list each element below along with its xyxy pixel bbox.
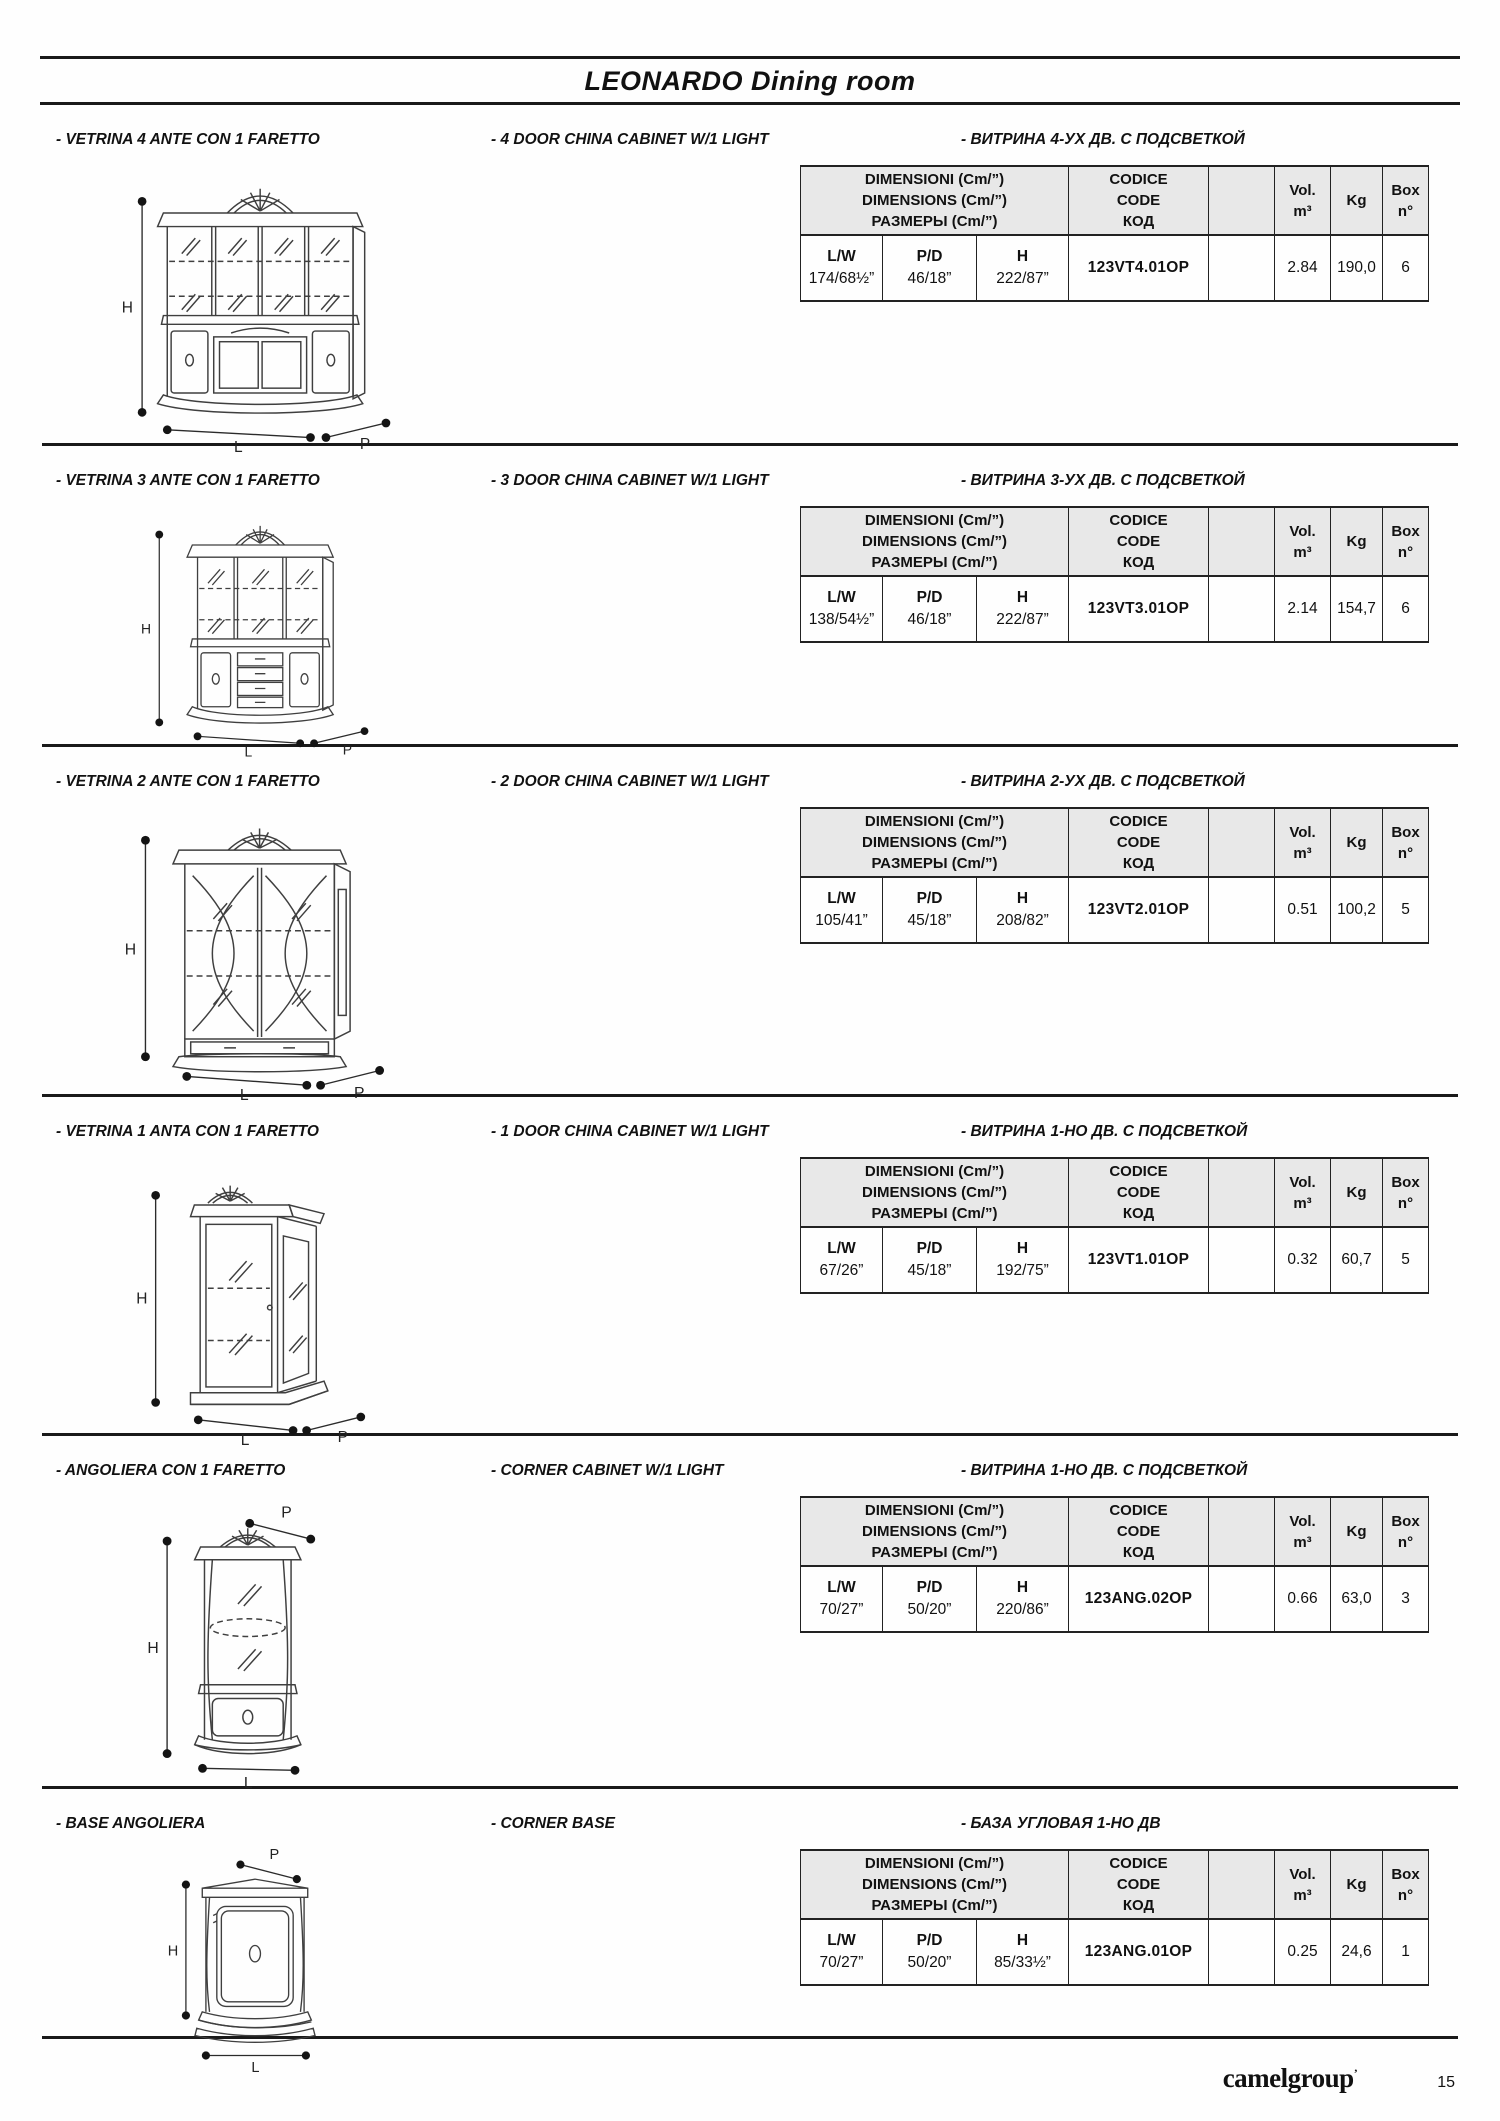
code-cell: 123ANG.01OP <box>1069 1919 1209 1985</box>
length-dim-label: L <box>239 1087 249 1104</box>
h-cell: H 222/87” <box>977 235 1069 301</box>
product-title-english: - 1 DOOR CHINA CABINET W/1 LIGHT <box>491 1123 769 1140</box>
product-title-italian: - VETRINA 4 ANTE CON 1 FARETTO <box>56 131 320 148</box>
empty-header <box>1209 1497 1275 1566</box>
product-title-italian: - VETRINA 3 ANTE CON 1 FARETTO <box>56 472 320 489</box>
box-header: Box n° <box>1383 1158 1429 1227</box>
corner-cabinet-illustration <box>102 1484 427 1793</box>
drawing-4-door-china-cabinet <box>42 149 487 457</box>
depth-dim-label: P <box>269 1847 279 1864</box>
empty-header <box>1209 166 1275 235</box>
spec-table-2-door <box>800 807 1429 944</box>
product-title-russian: - ВИТРИНА 1-НО ДВ. С ПОДСВЕТКОЙ <box>961 1123 1248 1140</box>
h-cell: H 192/75” <box>977 1227 1069 1293</box>
drawing-3-door-china-cabinet <box>42 490 487 760</box>
weight-cell: 63,0 <box>1331 1566 1383 1632</box>
pd-cell: P/D 45/18” <box>883 877 977 943</box>
spec-table-corner-base <box>800 1849 1429 1986</box>
weight-header: Kg <box>1331 166 1383 235</box>
product-title-english: - 4 DOOR CHINA CABINET W/1 LIGHT <box>491 131 769 148</box>
length-dim-label: L <box>240 1432 249 1449</box>
product-title-russian: - ВИТРИНА 2-УХ ДВ. С ПОДСВЕТКОЙ <box>961 773 1245 790</box>
drawing-1-door-china-cabinet <box>42 1141 487 1449</box>
weight-header: Kg <box>1331 1158 1383 1227</box>
length-dim-label: L <box>233 439 243 457</box>
product-title-english: - CORNER CABINET W/1 LIGHT <box>491 1462 724 1479</box>
product-title-english: - CORNER BASE <box>491 1815 616 1832</box>
box-header: Box n° <box>1383 1497 1429 1566</box>
depth-dim-label: P <box>359 436 370 454</box>
product-title-italian: - BASE ANGOLIERA <box>56 1815 206 1832</box>
lw-cell: L/W 67/26” <box>801 1227 883 1293</box>
height-dim-label: H <box>167 1943 178 1960</box>
volume-header: Vol. m³ <box>1275 1158 1331 1227</box>
drawing-corner-base <box>42 1833 487 2074</box>
code-cell: 123ANG.02OP <box>1069 1566 1209 1632</box>
dimensions-header: DIMENSIONI (Cm/”) DIMENSIONS (Cm/”) РАЗМЕРЫ (Cm/”) <box>801 1158 1069 1227</box>
empty-header <box>1209 1158 1275 1227</box>
volume-header: Vol. m³ <box>1275 1850 1331 1919</box>
product-section-vetrina-4-ante <box>42 105 1458 457</box>
dimensions-header: DIMENSIONI (Cm/”) DIMENSIONS (Cm/”) РАЗМЕРЫ (Cm/”) <box>801 166 1069 235</box>
code-cell: 123VT3.01OP <box>1069 576 1209 642</box>
h-cell: H 220/86” <box>977 1566 1069 1632</box>
product-titles <box>42 105 1458 149</box>
weight-cell: 60,7 <box>1331 1227 1383 1293</box>
cabinet-3-door-illustration <box>121 494 408 760</box>
product-title-english: - 3 DOOR CHINA CABINET W/1 LIGHT <box>491 472 769 489</box>
product-titles <box>42 1097 1458 1141</box>
box-header: Box n° <box>1383 166 1429 235</box>
empty-cell <box>1209 1919 1275 1985</box>
code-cell: 123VT1.01OP <box>1069 1227 1209 1293</box>
code-cell: 123VT2.01OP <box>1069 877 1209 943</box>
dimensions-header: DIMENSIONI (Cm/”) DIMENSIONS (Cm/”) РАЗМЕРЫ (Cm/”) <box>801 507 1069 576</box>
drawing-corner-cabinet <box>42 1480 487 1793</box>
lw-cell: L/W 70/27” <box>801 1919 883 1985</box>
box-header: Box n° <box>1383 1850 1429 1919</box>
dimensions-header: DIMENSIONI (Cm/”) DIMENSIONS (Cm/”) РАЗМЕРЫ (Cm/”) <box>801 1497 1069 1566</box>
page-title: LEONARDO Dining room <box>584 66 916 96</box>
length-dim-label: L <box>243 1775 253 1793</box>
pd-cell: P/D 46/18” <box>883 576 977 642</box>
product-section-vetrina-1-anta <box>42 1097 1458 1449</box>
code-header: CODICE CODE КОД <box>1069 1158 1209 1227</box>
product-section-angoliera <box>42 1436 1458 1793</box>
box-cell: 6 <box>1383 235 1429 301</box>
depth-dim-label: P <box>281 1504 292 1522</box>
product-section-base-angoliera <box>42 1789 1458 2076</box>
product-title-russian: - ВИТРИНА 1-НО ДВ. С ПОДСВЕТКОЙ <box>961 1462 1248 1479</box>
lw-cell: L/W 70/27” <box>801 1566 883 1632</box>
product-titles <box>42 1789 1458 1833</box>
depth-dim-label: P <box>342 741 353 758</box>
product-title-italian: - VETRINA 2 ANTE CON 1 FARETTO <box>56 773 320 790</box>
code-header: CODICE CODE КОД <box>1069 808 1209 877</box>
weight-header: Kg <box>1331 1497 1383 1566</box>
dimensions-header: DIMENSIONI (Cm/”) DIMENSIONS (Cm/”) РАЗМЕРЫ (Cm/”) <box>801 1850 1069 1919</box>
volume-header: Vol. m³ <box>1275 507 1331 576</box>
cabinet-2-door-illustration <box>102 795 427 1104</box>
weight-cell: 190,0 <box>1331 235 1383 301</box>
code-header: CODICE CODE КОД <box>1069 1497 1209 1566</box>
product-title-italian: - ANGOLIERA CON 1 FARETTO <box>56 1462 286 1479</box>
h-cell: H 85/33½” <box>977 1919 1069 1985</box>
weight-header: Kg <box>1331 808 1383 877</box>
product-title-russian: - БАЗА УГЛОВАЯ 1-НО ДВ <box>961 1815 1161 1832</box>
spec-table-3-door <box>800 506 1429 643</box>
lw-cell: L/W 174/68½” <box>801 235 883 301</box>
pd-cell: P/D 50/20” <box>883 1566 977 1632</box>
volume-cell: 2.14 <box>1275 576 1331 642</box>
length-dim-label: L <box>244 743 253 760</box>
pd-cell: P/D 46/18” <box>883 235 977 301</box>
depth-dim-label: P <box>337 1429 348 1447</box>
spec-table-corner-cabinet <box>800 1496 1429 1633</box>
weight-cell: 154,7 <box>1331 576 1383 642</box>
volume-cell: 0.51 <box>1275 877 1331 943</box>
h-cell: H 222/87” <box>977 576 1069 642</box>
code-header: CODICE CODE КОД <box>1069 1850 1209 1919</box>
code-header: CODICE CODE КОД <box>1069 166 1209 235</box>
page-number: 15 <box>1437 2074 1455 2091</box>
corner-base-illustration <box>115 1837 415 2074</box>
pd-cell: P/D 45/18” <box>883 1227 977 1293</box>
empty-header <box>1209 808 1275 877</box>
weight-cell: 100,2 <box>1331 877 1383 943</box>
cabinet-4-door-illustration <box>100 153 430 457</box>
height-dim-label: H <box>141 620 152 637</box>
box-cell: 5 <box>1383 1227 1429 1293</box>
h-cell: H 208/82” <box>977 877 1069 943</box>
spec-table-4-door <box>800 165 1429 302</box>
product-section-vetrina-3-ante <box>42 446 1458 760</box>
volume-header: Vol. m³ <box>1275 1497 1331 1566</box>
volume-cell: 0.66 <box>1275 1566 1331 1632</box>
empty-cell <box>1209 1227 1275 1293</box>
brand-trademark: ’ <box>1353 2066 1358 2080</box>
weight-header: Kg <box>1331 507 1383 576</box>
depth-dim-label: P <box>354 1085 365 1103</box>
height-dim-label: H <box>124 941 137 959</box>
box-cell: 5 <box>1383 877 1429 943</box>
box-cell: 6 <box>1383 576 1429 642</box>
weight-header: Kg <box>1331 1850 1383 1919</box>
dimensions-header: DIMENSIONI (Cm/”) DIMENSIONS (Cm/”) РАЗМЕРЫ (Cm/”) <box>801 808 1069 877</box>
product-title-russian: - ВИТРИНА 4-УХ ДВ. С ПОДСВЕТКОЙ <box>961 131 1245 148</box>
empty-cell <box>1209 235 1275 301</box>
camelgroup-logo: camelgroup’ <box>1222 2063 1358 2093</box>
product-title-russian: - ВИТРИНА 3-УХ ДВ. С ПОДСВЕТКОЙ <box>961 472 1245 489</box>
product-title-italian: - VETRINA 1 ANTA CON 1 FARETTO <box>56 1123 319 1140</box>
length-dim-label: L <box>250 2059 259 2076</box>
box-cell: 3 <box>1383 1566 1429 1632</box>
pd-cell: P/D 50/20” <box>883 1919 977 1985</box>
empty-cell <box>1209 1566 1275 1632</box>
box-header: Box n° <box>1383 507 1429 576</box>
lw-cell: L/W 138/54½” <box>801 576 883 642</box>
volume-cell: 2.84 <box>1275 235 1331 301</box>
volume-cell: 0.32 <box>1275 1227 1331 1293</box>
height-dim-label: H <box>121 299 133 317</box>
volume-header: Vol. m³ <box>1275 166 1331 235</box>
box-header: Box n° <box>1383 808 1429 877</box>
box-cell: 1 <box>1383 1919 1429 1985</box>
weight-cell: 24,6 <box>1331 1919 1383 1985</box>
volume-cell: 0.25 <box>1275 1919 1331 1985</box>
product-title-english: - 2 DOOR CHINA CABINET W/1 LIGHT <box>491 773 769 790</box>
empty-header <box>1209 1850 1275 1919</box>
empty-cell <box>1209 877 1275 943</box>
height-dim-label: H <box>147 1640 159 1658</box>
empty-cell <box>1209 576 1275 642</box>
empty-header <box>1209 507 1275 576</box>
lw-cell: L/W 105/41” <box>801 877 883 943</box>
height-dim-label: H <box>135 1290 147 1308</box>
volume-header: Vol. m³ <box>1275 808 1331 877</box>
drawing-2-door-china-cabinet <box>42 791 487 1104</box>
code-cell: 123VT4.01OP <box>1069 235 1209 301</box>
cabinet-1-door-illustration <box>105 1145 425 1449</box>
product-section-vetrina-2-ante <box>42 747 1458 1104</box>
code-header: CODICE CODE КОД <box>1069 507 1209 576</box>
spec-table-1-door <box>800 1157 1429 1294</box>
